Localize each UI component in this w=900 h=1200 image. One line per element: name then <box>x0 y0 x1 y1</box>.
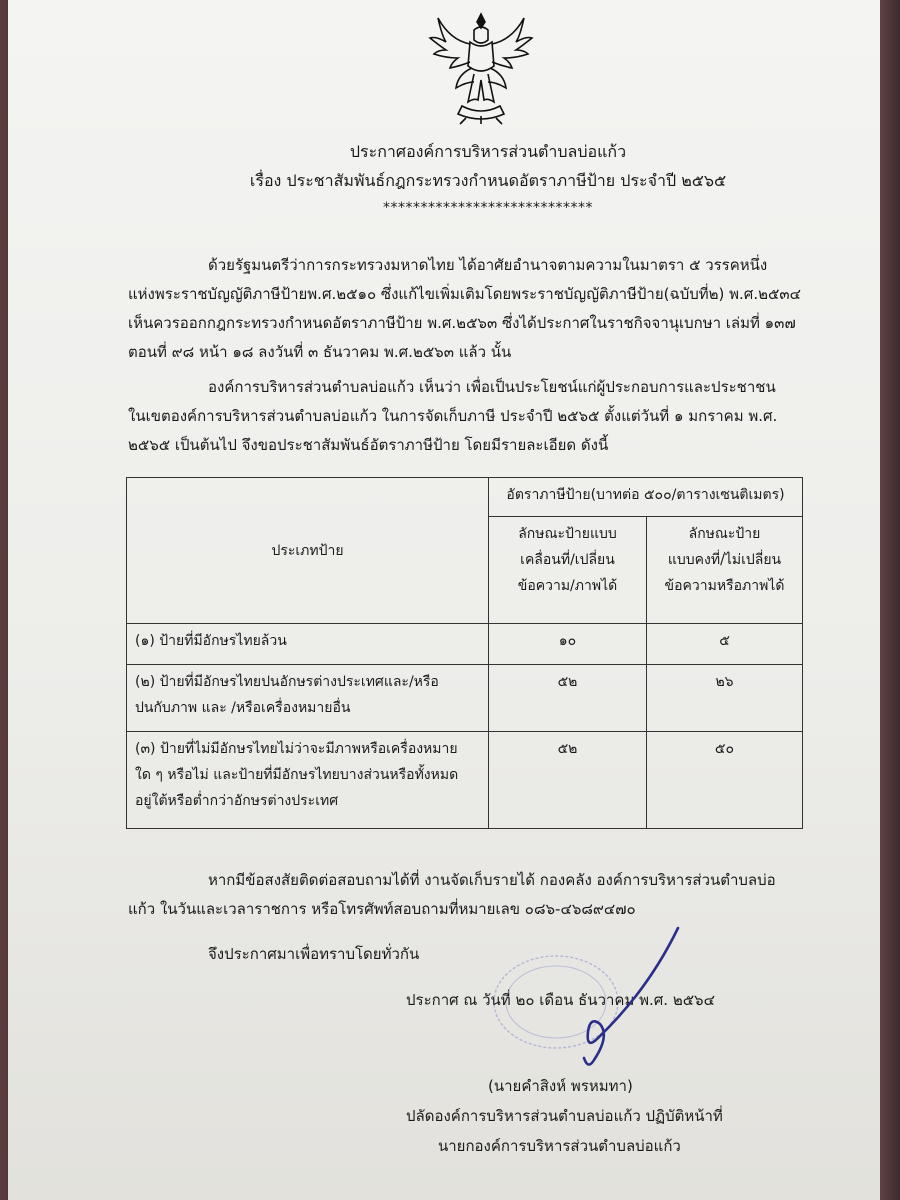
cell-line: (๓) ป้ายที่ไม่มีอักษรไทยไม่ว่าจะมีภาพหรือเครื่องหมาย <box>135 741 458 757</box>
paragraph-line: หากมีข้อสงสัยติดต่อสอบถามได้ที่ งานจัดเก็บรายได้ กองคลัง องค์การบริหารส่วนตำบลบ่อ <box>208 871 776 889</box>
tax-rate-table <box>126 477 803 829</box>
title-separator: **************************** <box>383 200 593 216</box>
paragraph-line: ด้วยรัฐมนตรีว่าการกระทรวงมหาดไทย ได้อาศัยอำนาจตามความในมาตรา ๕ วรรคหนึ่ง <box>208 256 768 274</box>
paragraph-contact <box>128 866 828 924</box>
header-line: ลักษณะป้าย <box>688 526 761 542</box>
paragraph-line: ๒๕๖๕ เป็นต้นไป จึงขอประชาสัมพันธ์อัตราภาษีป้าย โดยมีรายละเอียด ดังนี้ <box>128 436 609 454</box>
fixed-rate-cell: ๕๐ <box>647 732 803 829</box>
header-line: เคลื่อนที่/เปลี่ยน <box>520 552 615 568</box>
paragraph-intro <box>128 251 828 367</box>
cell-line: อยู่ใต้หรือต่ำกว่าอักษรต่างประเทศ <box>135 793 339 809</box>
announcement-date: ประกาศ ณ วันที่ ๒๐ เดือน ธันวาคม พ.ศ. ๒๕๖๔ <box>406 991 715 1009</box>
header-line: แบบคงที่/ไม่เปลี่ยน <box>667 552 782 568</box>
fixed-rate-cell: ๒๖ <box>647 665 803 732</box>
moving-rate-cell: ๕๒ <box>489 732 647 829</box>
cell-line: (๒) ป้ายที่มีอักษรไทยปนอักษรต่างประเทศและ/หรือ <box>135 674 439 690</box>
cell-line: (๑) ป้ายที่มีอักษรไทยล้วน <box>135 633 287 649</box>
header-line: ข้อความหรือภาพได้ <box>664 578 785 594</box>
announcement-title: ประกาศองค์การบริหารส่วนตำบลบ่อแก้ว <box>349 142 627 161</box>
sign-type-cell <box>127 732 489 829</box>
announcement-subject: เรื่อง ประชาสัมพันธ์กฎกระทรวงกำหนดอัตราภาษีป้าย ประจำปี ๒๕๖๕ <box>249 171 727 190</box>
header-tax-rate: อัตราภาษีป้าย(บาทต่อ ๕๐๐/ตารางเซนติเมตร) <box>489 478 803 517</box>
paragraph-line: องค์การบริหารส่วนตำบลบ่อแก้ว เห็นว่า เพื่อเป็นประโยชน์แก่ผู้ประกอบการและประชาชน <box>208 378 776 396</box>
announcement-closing: จึงประกาศมาเพื่อทราบโดยทั่วกัน <box>208 945 420 963</box>
header-sign-type: ประเภทป้าย <box>127 478 489 624</box>
header-moving-sign <box>489 517 647 624</box>
paragraph-purpose <box>128 373 828 460</box>
paragraph-line: เห็นควรออกกฎกระทรวงกำหนดอัตราภาษีป้าย พ.ศ.๒๕๖๓ ซึ่งได้ประกาศในราชกิจจานุเบกษา เล่มที่ ๑๓๗ <box>128 314 796 332</box>
background-edge <box>880 0 900 1200</box>
table-row <box>127 732 803 829</box>
moving-rate-cell: ๑๐ <box>489 624 647 665</box>
moving-rate-cell: ๕๒ <box>489 665 647 732</box>
header-line: ลักษณะป้ายแบบ <box>518 526 617 542</box>
document-page <box>8 0 880 1200</box>
table-row <box>127 665 803 732</box>
header-line: ข้อความ/ภาพได้ <box>517 578 618 594</box>
garuda-emblem-icon <box>426 8 536 128</box>
signer-position: ปลัดองค์การบริหารส่วนตำบลบ่อแก้ว ปฏิบัติหน้าที่ <box>406 1107 723 1125</box>
signer-name: (นายคำสิงห์ พรหมทา) <box>488 1077 633 1095</box>
cell-line: ใด ๆ หรือไม่ และป้ายที่มีอักษรไทยบางส่วนหรือทั้งหมด <box>135 767 459 783</box>
fixed-rate-cell: ๕ <box>647 624 803 665</box>
cell-line: ปนกับภาพ และ /หรือเครื่องหมายอื่น <box>135 700 351 716</box>
paragraph-line: แห่งพระราชบัญญัติภาษีป้ายพ.ศ.๒๕๑๐ ซึ่งแก้ไขเพิ่มเติมโดยพระราชบัญญัติภาษีป้าย(ฉบับที่๒) พ.ศ.๒๕๓๔ <box>128 285 801 303</box>
table-row <box>127 624 803 665</box>
sign-type-cell <box>127 624 489 665</box>
handwritten-signature-icon <box>528 920 698 1080</box>
sign-type-cell <box>127 665 489 732</box>
paragraph-line: ในเขตองค์การบริหารส่วนตำบลบ่อแก้ว ในการจัดเก็บภาษี ประจำปี ๒๕๖๕ ตั้งแต่วันที่ ๑ มกราคม พ.ศ. <box>128 407 778 425</box>
paragraph-line: แก้ว ในวันและเวลาราชการ หรือโทรศัพท์สอบถามที่หมายเลข ๐๘๖-๔๖๘๙๔๗๐ <box>128 900 636 918</box>
signer-position-secondary: นายกองค์การบริหารส่วนตำบลบ่อแก้ว <box>438 1137 681 1155</box>
header-fixed-sign <box>647 517 803 624</box>
paragraph-line: ตอนที่ ๙๘ หน้า ๑๘ ลงวันที่ ๓ ธันวาคม พ.ศ.๒๕๖๓ แล้ว นั้น <box>128 343 512 361</box>
